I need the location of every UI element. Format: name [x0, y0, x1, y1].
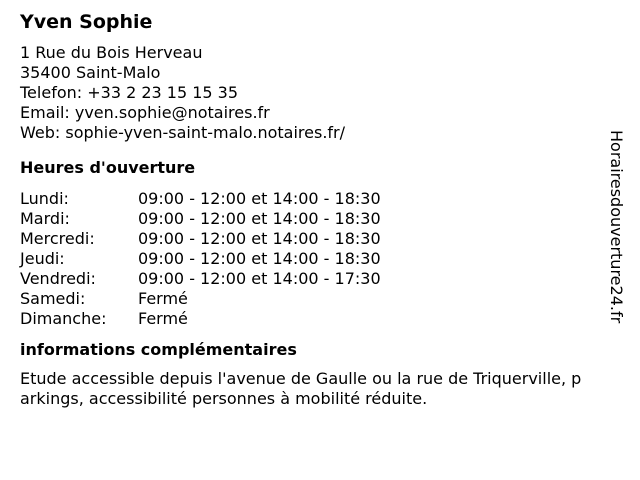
address-city: 35400 Saint-Malo — [20, 63, 161, 82]
hours-time: 09:00 - 12:00 et 14:00 - 18:30 — [138, 249, 381, 268]
hours-time: 09:00 - 12:00 et 14:00 - 18:30 — [138, 189, 381, 208]
hours-row-monday — [20, 189, 600, 209]
website-line: Web: sophie-yven-saint-malo.notaires.fr/ — [20, 123, 346, 142]
site-watermark: Horairesdouverture24.fr — [607, 130, 626, 324]
opening-hours-heading: Heures d'ouverture — [20, 158, 196, 177]
business-name: Yven Sophie — [20, 11, 153, 33]
additional-info-heading: informations complémentaires — [20, 340, 297, 359]
hours-row-wednesday — [20, 229, 600, 249]
hours-row-tuesday — [20, 209, 600, 229]
opening-hours-table — [20, 189, 600, 329]
hours-day: Dimanche: — [20, 309, 107, 328]
address-street: 1 Rue du Bois Herveau — [20, 43, 203, 62]
hours-time: 09:00 - 12:00 et 14:00 - 17:30 — [138, 269, 381, 288]
email-line: Email: yven.sophie@notaires.fr — [20, 103, 270, 122]
hours-time: 09:00 - 12:00 et 14:00 - 18:30 — [138, 229, 381, 248]
hours-day: Vendredi: — [20, 269, 96, 288]
hours-row-thursday — [20, 249, 600, 269]
hours-row-saturday — [20, 289, 600, 309]
hours-row-sunday — [20, 309, 600, 329]
hours-day: Mercredi: — [20, 229, 95, 248]
phone-line: Telefon: +33 2 23 15 15 35 — [20, 83, 239, 102]
business-card — [20, 11, 600, 409]
hours-time: 09:00 - 12:00 et 14:00 - 18:30 — [138, 209, 381, 228]
hours-day: Mardi: — [20, 209, 70, 228]
additional-info-text: Etude accessible depuis l'avenue de Gaulle ou la rue de Triquerville, parkings, accessibilité personnes à mobilité réduite. — [20, 369, 582, 408]
hours-day: Jeudi: — [20, 249, 65, 268]
hours-day: Lundi: — [20, 189, 69, 208]
hours-time: Fermé — [138, 289, 188, 308]
hours-day: Samedi: — [20, 289, 86, 308]
hours-time: Fermé — [138, 309, 188, 328]
hours-row-friday — [20, 269, 600, 289]
